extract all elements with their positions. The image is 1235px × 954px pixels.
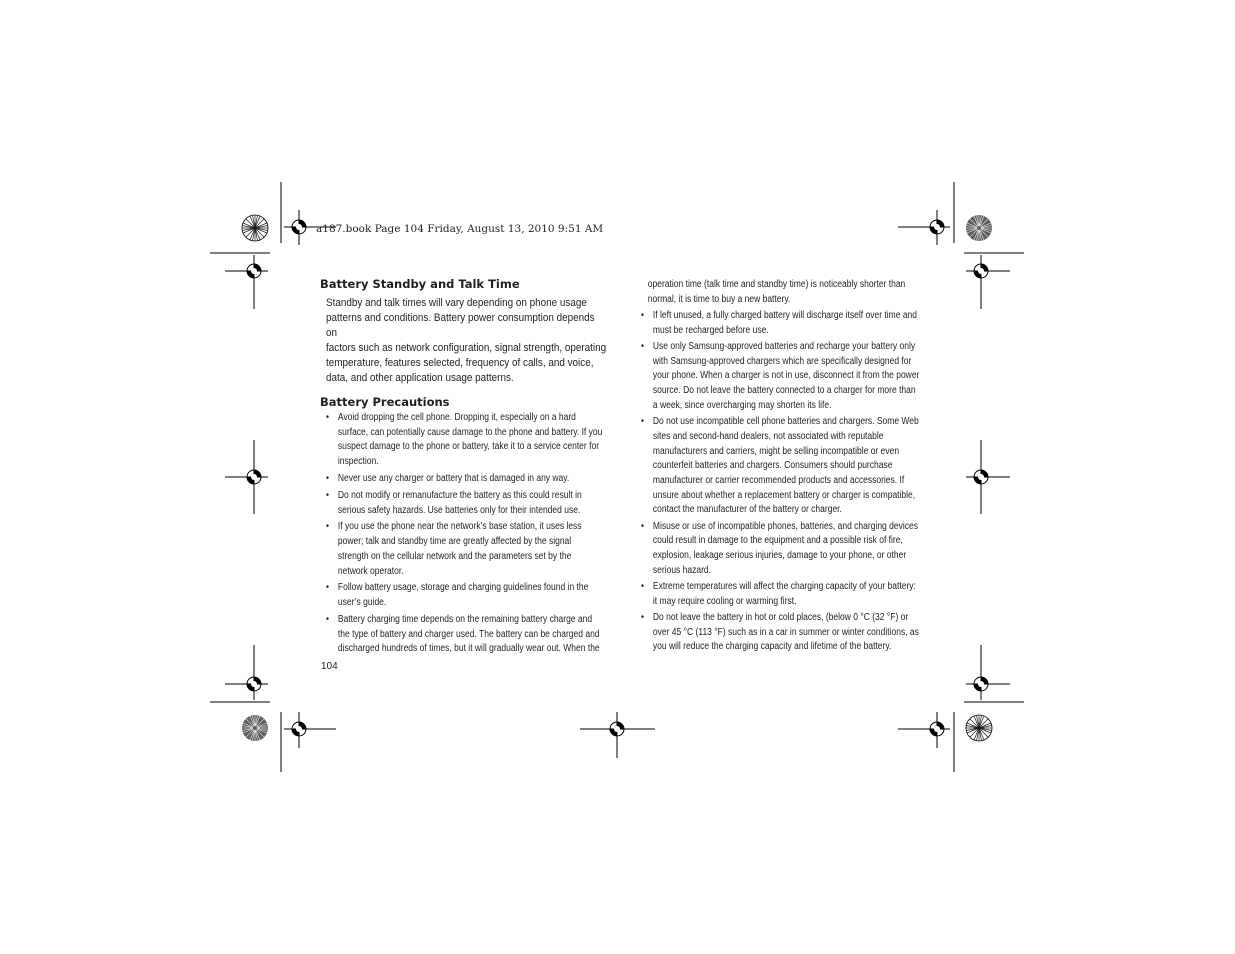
standby-heading: Battery Standby and Talk Time bbox=[320, 277, 520, 291]
list-item: • Never use any charger or battery that is damaged in any way. bbox=[326, 472, 610, 487]
precautions-list-left bbox=[326, 411, 610, 657]
precautions-list-right bbox=[641, 309, 925, 655]
text-line: factors such as network configuration, signal strength, operating bbox=[326, 342, 607, 354]
list-item: • Do not leave the battery in hot or cold places, (below 0 °C (32 °F) or over 45 °C (113 °F) such as in a car in summer or winter conditions, as you will reduce the charging capacity and lifetime of the battery. bbox=[641, 611, 933, 655]
list-item: • If you use the phone near the network’s base station, it uses less power; talk and standby time are greatly affected by the signal strength on the cellular network and the parameters set by the network operator. bbox=[326, 520, 610, 579]
list-item: • If left unused, a fully charged battery will discharge itself over time and must be recharged before use. bbox=[641, 309, 933, 338]
list-item: • Avoid dropping the cell phone. Dropping it, especially on a hard surface, can potentially cause damage to the phone and battery. If you suspect damage to the phone or battery, take it to a service center for inspection. bbox=[326, 411, 610, 470]
page-number: 104 bbox=[321, 661, 338, 672]
left-column bbox=[320, 277, 610, 659]
text-line: patterns and conditions. Battery power consumption depends on bbox=[326, 312, 595, 339]
precautions-heading: Battery Precautions bbox=[320, 395, 450, 409]
list-item: • Follow battery usage, storage and charging guidelines found in the user’s guide. bbox=[326, 581, 610, 610]
text-line: data, and other application usage patterns. bbox=[326, 372, 514, 384]
right-column bbox=[641, 278, 925, 657]
list-item: • Do not use incompatible cell phone batteries and chargers. Some Web sites and second-hand dealers, not associated with reputable manufacturers and carriers, might be selling incompatible or even counterfeit batteries and chargers. Consumers should purchase manufacturer or carrier recommended products and accessories. If unsure about whether a replacement battery or charger is compatible, contact the manufacturer of the battery or charger. bbox=[641, 415, 933, 518]
list-item: • Do not modify or remanufacture the battery as this could result in serious safety hazards. Use batteries only for their intended use. bbox=[326, 489, 610, 518]
list-item: • Use only Samsung-approved batteries and recharge your battery only with Samsung-approved chargers which are specifically designed for your phone. When a charger is not in use, disconnect it from the power source. Do not leave the battery connected to a charger for more than a week, since overcharging may shorten its life. bbox=[641, 340, 933, 414]
continued-text: operation time (talk time and standby time) is noticeably shorter than normal, it is time to buy a new battery. bbox=[647, 279, 906, 305]
list-item: • Battery charging time depends on the remaining battery charge and the type of battery and charger used. The battery can be charged and discharged hundreds of times, but it will gradually wear out. When the bbox=[326, 613, 610, 657]
text-line: temperature, features selected, frequency of calls, and voice, bbox=[326, 357, 594, 369]
standby-paragraph bbox=[326, 296, 608, 386]
list-item: • Extreme temperatures will affect the charging capacity of your battery: it may require cooling or warming first. bbox=[641, 580, 933, 609]
list-item: • Misuse or use of incompatible phones, batteries, and charging devices could result in damage to the equipment and a possible risk of fire, explosion, leakage serious injuries, damage to your phone, or other serious hazard. bbox=[641, 520, 933, 579]
text-line: Standby and talk times will vary depending on phone usage bbox=[326, 297, 587, 309]
book-header: a187.book Page 104 Friday, August 13, 2010 9:51 AM bbox=[316, 223, 604, 235]
